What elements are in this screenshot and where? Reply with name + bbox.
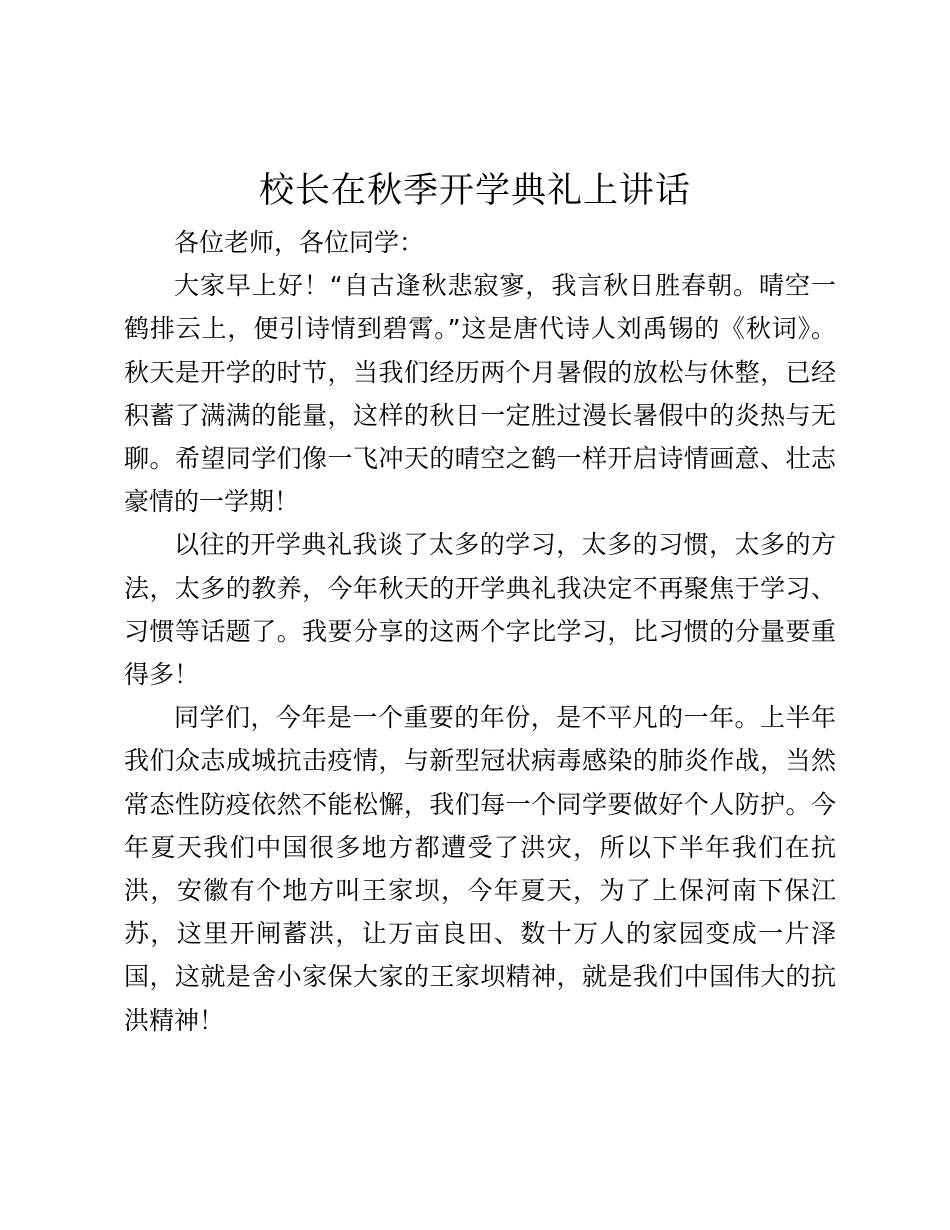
body-paragraph-2: 以往的开学典礼我谈了太多的学习，太多的习惯，太多的方法，太多的教养，今年秋天的开学典礼我决定不再聚焦于学习、习惯等话题了。我要分享的这两个字比学习，比习惯的分量要重得多！ bbox=[124, 530, 836, 690]
document-title: 校长在秋季开学典礼上讲话 bbox=[258, 171, 691, 211]
document-body bbox=[124, 221, 836, 1042]
salutation-paragraph: 各位老师，各位同学： bbox=[174, 228, 425, 257]
body-paragraph-1: 大家早上好！“自古逢秋悲寂寥，我言秋日胜春朝。晴空一鹤排云上，便引诗情到碧霄。”这是唐代诗人刘禹锡的《秋词》。秋天是开学的时节，当我们经历两个月暑假的放松与休整，已经积蓄了满满的能量，这样的秋日一定胜过漫长暑假中的炎热与无聊。希望同学们像一飞冲天的晴空之鹤一样开启诗情画意、壮志豪情的一学期！ bbox=[124, 271, 836, 517]
body-paragraph-3: 同学们，今年是一个重要的年份，是不平凡的一年。上半年我们众志成城抗击疫情，与新型冠状病毒感染的肺炎作战，当然常态性防疫依然不能松懈，我们每一个同学要做好个人防护。今年夏天我们中国很多地方都遭受了洪灾，所以下半年我们在抗洪，安徽有个地方叫王家坝，今年夏天，为了上保河南下保江苏，这里开闸蓄洪，让万亩良田、数十万人的家园变成一片泽国，这就是舍小家保大家的王家坝精神，就是我们中国伟大的抗洪精神！ bbox=[124, 703, 836, 1035]
